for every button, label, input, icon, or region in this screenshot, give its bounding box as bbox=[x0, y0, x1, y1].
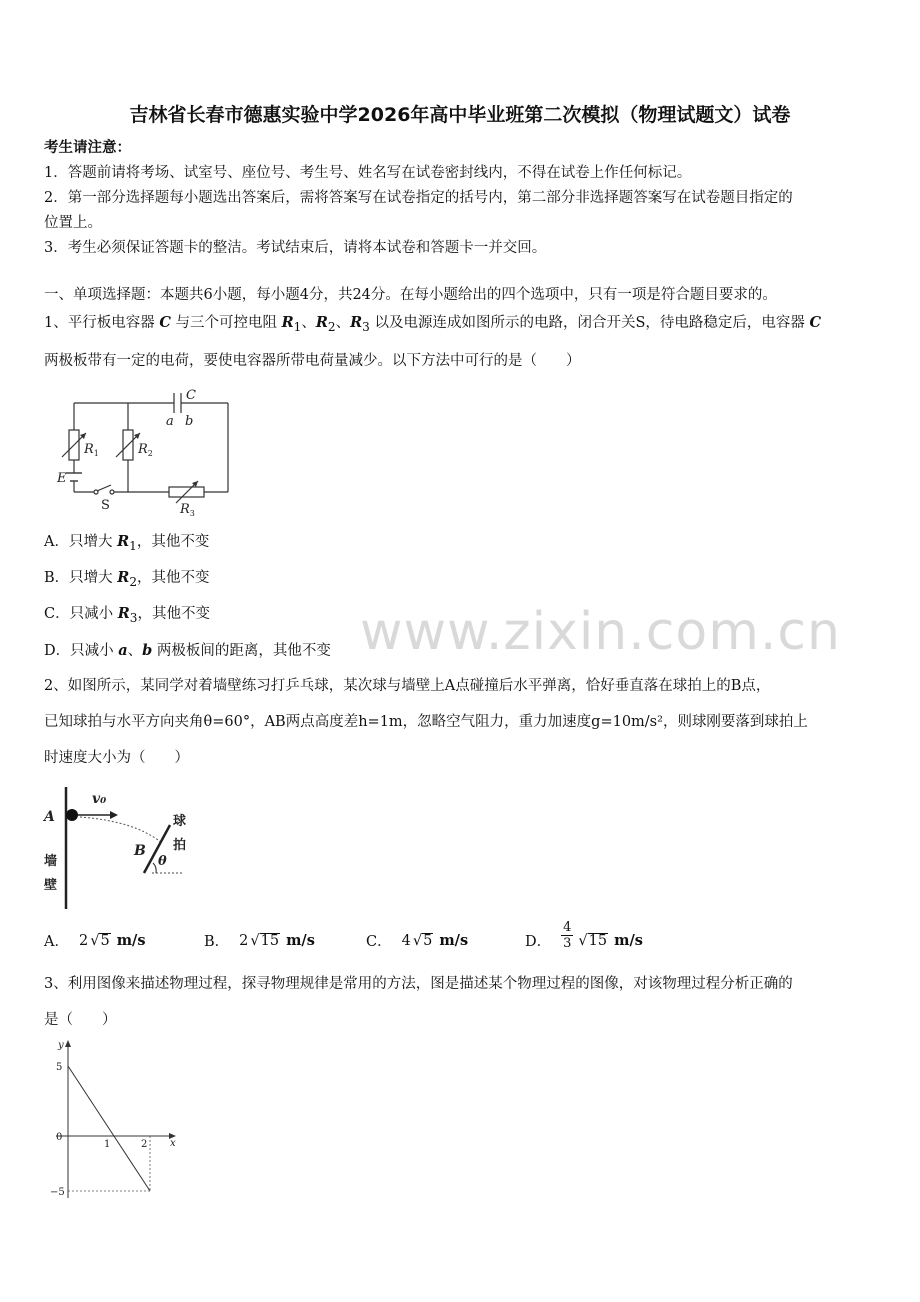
svg-text:E: E bbox=[57, 471, 67, 486]
svg-text:B: B bbox=[134, 843, 146, 859]
q2-option-a: A． 2 √ 5 m/s bbox=[44, 932, 146, 950]
svg-text:x: x bbox=[170, 1138, 176, 1149]
question-1-stem: 1、平行板电容器 C 与三个可控电阻 $R_1$、$R_2$、$R_3$ 以及电源连成如图所示的电路，闭合开关S，待电路稳定后，电容器 C 两极板带有一定的电荷，要使电容器所带电荷量减少。以下方法中可行的是（ ） bbox=[44, 314, 822, 369]
q2-option-b: B． 2 √ 15 m/s bbox=[204, 932, 315, 950]
svg-text:1: 1 bbox=[104, 1139, 111, 1150]
svg-text:R3: $R_3$ bbox=[180, 502, 195, 518]
pingpong-diagram bbox=[40, 785, 200, 913]
battery-e bbox=[66, 473, 82, 481]
question-2-stem: 2、如图所示，某同学对着墙壁练习打乒乓球，某次球与墙壁上A点碰撞后水平弹离，恰好垂直落在球拍上的B点， 已知球拍与水平方向夹角θ=60°，AB两点高度差h=1m，忽略空气阻力，重力加速度g=10m/s²，则球刚要落到球拍上 时速度大小为（ ） bbox=[44, 678, 808, 766]
svg-text:5: 5 bbox=[56, 1062, 63, 1073]
svg-text:θ: θ bbox=[158, 854, 167, 869]
q2-option-d: D． $\frac{4}{3}$ √ 15 m/s bbox=[525, 920, 643, 951]
notice-item-1: 1．答题前请将考场、试室号、座位号、考生号、姓名写在试卷密封线内，不得在试卷上作任何标记。 bbox=[44, 165, 692, 181]
resistor-r3 bbox=[169, 481, 204, 503]
q3-graph bbox=[46, 1038, 186, 1206]
question-3-stem: 3、利用图像来描述物理过程，探寻物理规律是常用的方法，图是描述某个物理过程的图像，对该物理过程分析正确的 是（ ） bbox=[44, 976, 793, 1028]
notice-item-2: 2．第一部分选择题每小题选出答案后，需将答案写在试卷指定的括号内，第二部分非选择题答案写在试卷题目指定的 bbox=[44, 190, 793, 206]
svg-text:0: 0 bbox=[56, 1132, 63, 1143]
svg-text:a: a bbox=[166, 414, 174, 429]
q1-option-b: B．只增大 $R_2$，其他不变 bbox=[44, 569, 210, 589]
svg-text:壁: 壁 bbox=[44, 878, 58, 893]
svg-text:y: y bbox=[58, 1040, 64, 1051]
page-title: 吉林省长春市德惠实验中学2026年高中毕业班第二次模拟（物理试题文）试卷 bbox=[129, 104, 791, 126]
svg-text:球: 球 bbox=[173, 814, 187, 829]
notice-heading: 考生请注意： bbox=[44, 139, 131, 156]
svg-text:R2: $R_2$ bbox=[138, 442, 153, 458]
svg-text:C: C bbox=[186, 388, 196, 403]
q1-option-a: A．只增大 $R_1$，其他不变 bbox=[44, 533, 210, 553]
svg-text:墙: 墙 bbox=[44, 854, 58, 869]
svg-text:S: S bbox=[101, 498, 110, 513]
notice-item-2-cont: 位置上。 bbox=[44, 215, 102, 231]
ball bbox=[66, 809, 78, 821]
q1-option-d: D．只减小 a、b 两极板间的距离，其他不变 bbox=[44, 642, 331, 659]
svg-text:R1: $R_1$ bbox=[84, 442, 99, 458]
notice-item-3: 3．考生必须保证答题卡的整洁。考试结束后，请将本试卷和答题卡一并交回。 bbox=[44, 240, 547, 256]
svg-text:b: b bbox=[185, 414, 194, 429]
q2-option-c: C． 4 √ 5 m/s bbox=[366, 932, 469, 950]
svg-text:2: 2 bbox=[141, 1139, 148, 1150]
svg-text:−5: −5 bbox=[50, 1187, 65, 1198]
svg-text:拍: 拍 bbox=[173, 838, 187, 853]
q1-option-c: C．只减小 $R_3$，其他不变 bbox=[44, 605, 210, 625]
section-1-heading: 一、单项选择题：本题共6小题，每小题4分，共24分。在每小题给出的四个选项中，只有一项是符合题目要求的。 bbox=[44, 287, 777, 303]
switch-s bbox=[94, 485, 114, 494]
svg-text:v₀: v₀ bbox=[92, 791, 107, 807]
circuit-diagram bbox=[44, 385, 244, 520]
svg-text:A: A bbox=[44, 809, 55, 825]
graph-line bbox=[68, 1066, 150, 1191]
watermark: www.zixin.com.cn bbox=[360, 602, 841, 662]
